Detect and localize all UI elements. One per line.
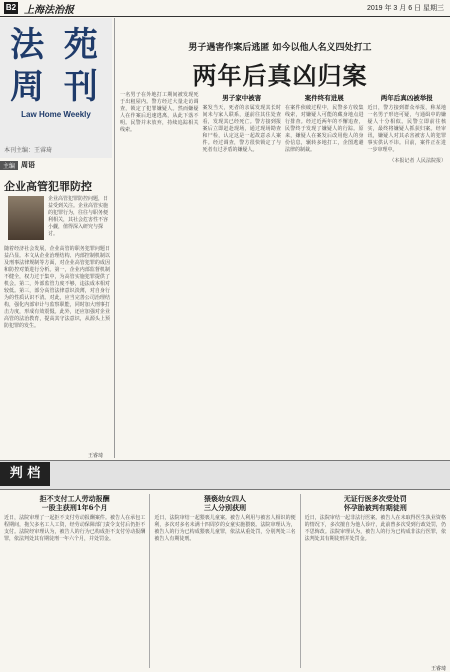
brand-title-line1: 法 苑 bbox=[10, 25, 102, 65]
column-intro: 企业高管犯罪防控问题，日益受到关注。企业高管实施的犯罪行为，往往与职务便利相关，其社会危害性不容小觑，值得深入研究与探讨。 bbox=[48, 196, 109, 237]
paper-name: 上海法治报 bbox=[24, 4, 74, 16]
brief-left-text: 近日，法院审理了一起拒不支付劳动报酬案件。被告人在承包工程期间，拖欠多名工人工资，经劳动保障部门责令支付后仍拒不支付。法院经审理认为，被告人的行为已构成拒不支付劳动报酬罪，依法判处其有期徒刑一年六个月，并处罚金。 bbox=[4, 515, 146, 542]
section-brand bbox=[0, 18, 112, 158]
brief-middle-headline-1: 猥亵幼女四人 bbox=[203, 494, 246, 503]
case-band-label: 判 档 bbox=[0, 462, 50, 486]
article-subheadline: 男子遇害作案后逃匿 如今以他人名义四处打工 bbox=[188, 43, 372, 53]
column-signature: 王睿琦 bbox=[88, 453, 104, 459]
article-body bbox=[120, 92, 446, 458]
article-column-3 bbox=[285, 92, 364, 458]
column-divider bbox=[114, 18, 115, 458]
column-body: 随着经济社会发展，企业高管的职务犯罪问题日益凸显。本文从企业治理结构、内部控制机制以及刑事法律规制等方面，对企业高管犯罪的成因和防控对策进行分析。第一，企业内部监督机制不健全，权力过于集中，为高管实施犯罪提供了机会。第二，外部监管力度不够，违法成本相对较低。第三，部分高管法律意识淡薄，对自身行为的性质认识不清。对此，应当完善公司治理结构，强化内部审计与监察职能，同时加大刑事打击力度，形成有效震慑。此外，还应加强对企业高管的法治教育，提高其守法意识，从源头上预防犯罪的发生。 bbox=[4, 246, 110, 329]
section-heading-3: 两年后真凶被举报 bbox=[380, 94, 433, 102]
case-brief-left bbox=[0, 494, 150, 668]
article-column-4 bbox=[368, 92, 447, 458]
article-column-2 bbox=[203, 92, 282, 458]
brief-right-text: 近日，法院审结一起非法行医案。被告人在未取得医生执业资格的情况下，多次擅自为他人诊疗，此前曾多次受到行政处罚，仍不思悔改。法院审理认为，被告人的行为已构成非法行医罪，依法判处其有期徒刑并处罚金。 bbox=[304, 515, 446, 542]
header-date: 2019 年 3 月 6 日 星期三 bbox=[366, 5, 444, 12]
brief-middle-headline-2: 三人分别获刑 bbox=[203, 503, 246, 512]
host-tag-label: 主编 bbox=[0, 161, 18, 170]
case-band bbox=[0, 460, 450, 490]
case-briefs bbox=[0, 494, 450, 672]
article-text-1: 一名男子在外地打工期间被发现死于出租屋内。警方经过大量走访调查，锁定了犯罪嫌疑人。然而嫌疑人在作案后迅速逃离，从此下落不明。民警并未放弃，持续追踪相关线索。 bbox=[120, 92, 199, 133]
brand-english: Law Home Weekly bbox=[21, 110, 91, 119]
article-text-4: 近日，警方接到群众举报，称某地一名男子形迹可疑，与通缉中的嫌疑人十分相似。民警立即前往核实，最终将嫌疑人抓获归案。经审讯，嫌疑人对其杀害被害人的犯罪事实供认不讳。目前，案件正在进一步审理中。 bbox=[367, 105, 446, 153]
page-header bbox=[0, 0, 450, 17]
host-tag-text: 周语 bbox=[21, 160, 36, 169]
section-heading-2: 案件终有进展 bbox=[304, 94, 344, 102]
brand-title-line2: 周 刊 bbox=[10, 67, 102, 107]
brief-right-signature: 王睿琦 bbox=[430, 666, 446, 672]
article-headline: 两年后真凶归案 bbox=[192, 61, 368, 90]
article-column-1 bbox=[120, 92, 199, 458]
brand-editor: 本刊主编：王睿琦 bbox=[4, 148, 53, 154]
case-brief-right bbox=[301, 494, 450, 672]
article-text-3: 在案件侦破过程中，民警多方收集线索，对嫌疑人可能的藏身地点进行排查。经过近两年的不懈追查，民警终于发现了嫌疑人的行踪。原来，嫌疑人在案发后改用他人的身份信息，辗转多地打工，企图逃避法律的制裁。 bbox=[285, 105, 364, 153]
case-brief-middle bbox=[150, 494, 300, 668]
brief-right-headline-1: 无证行医多次受处罚 bbox=[343, 494, 407, 503]
brief-left-headline-1: 拒不支付工人劳动报酬 bbox=[39, 494, 110, 503]
article-text-2: 案发当天，死者的亲属发现其长时间未与家人联系，遂前往其住处查看，发现其已经死亡。警方接到报案后立即赶赴现场，通过现场勘查和尸检，认定这是一起故意杀人案件。经过调查，警方很快锁定了与死者有过矛盾的嫌疑人。 bbox=[202, 105, 281, 153]
article-byline: （本报记者 人民法院报） bbox=[389, 158, 446, 164]
brief-middle-text: 近日，法院审结一起猥亵儿童案。被告人利用与被害人相识的便利，多次对多名未满十四周岁的女童实施猥亵。法院审理认为，被告人的行为已构成猥亵儿童罪，依法从重处罚，分别判处三名被告人有期徒刑。 bbox=[154, 515, 296, 542]
section-heading-1: 男子家中被害 bbox=[222, 94, 262, 102]
page-number: B2 bbox=[5, 3, 17, 12]
brief-right-headline-2: 怀孕胎被判有期徒刑 bbox=[343, 503, 407, 512]
column-title: 企业高管犯罪防控 bbox=[4, 180, 92, 193]
author-photo bbox=[8, 196, 44, 240]
brief-left-headline-2: 一股主获刑1年6个月 bbox=[41, 503, 108, 512]
host-tag bbox=[0, 160, 112, 170]
